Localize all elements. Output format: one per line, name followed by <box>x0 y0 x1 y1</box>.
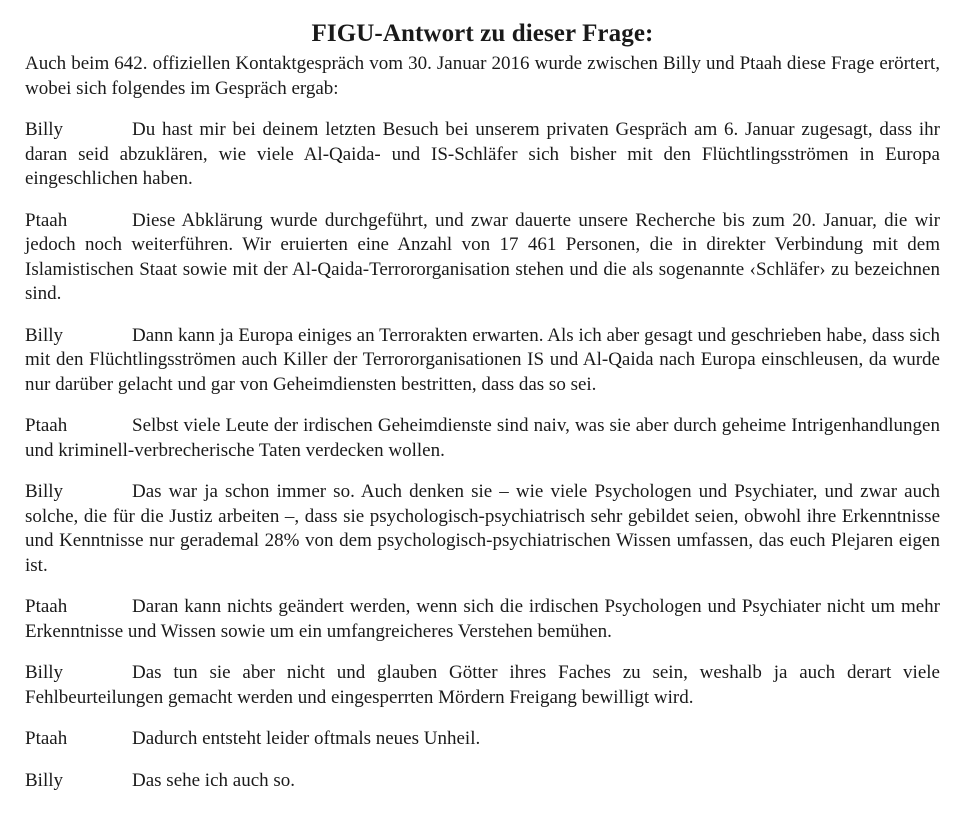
speaker-label: Ptaah <box>25 415 68 436</box>
speaker-label: Ptaah <box>25 728 68 749</box>
speaker-label: Billy <box>25 324 64 346</box>
dialogue-turn <box>25 209 940 307</box>
speaker-label: Billy <box>25 769 64 791</box>
dialogue-text: Du hast mir bei deinem letzten Besuch bei unserem privaten Gespräch am 6. Januar zugesagt, dass ihr daran seid abzuklären, wie viele Al-Qaida- und IS-Schläfer sich bisher mit den Flüchtlingsströmen in Europa eingeschlichen haben. <box>25 119 940 189</box>
speaker-label: Billy <box>25 481 64 502</box>
dialogue-text: Das tun sie aber nicht und glauben Götter ihres Faches zu sein, weshalb ja auch derart viele Fehlbeurteilungen gemacht werden und eingesperrten Mördern Freigang bewilligt wird. <box>25 662 940 708</box>
dialogue-text: Dadurch entsteht leider oftmals neues Unheil. <box>132 728 481 749</box>
page-title: FIGU-Antwort zu dieser Frage: <box>311 20 654 47</box>
dialogue-turn <box>25 324 940 398</box>
dialogue-text: Dann kann ja Europa einiges an Terrorakten erwarten. Als ich aber gesagt und geschrieben habe, dass sich mit den Flüchtlingsströmen auch Killer der Terrororganisationen IS und Al-Qaida nach Europa einschleusen, da wurde nur darüber gelacht und gar von Geheimdiensten bestritten, dass das so sei. <box>25 324 940 395</box>
dialogue-text: Das war ja schon immer so. Auch denken sie – wie viele Psychologen und Psychiater, und zwar auch solche, die für die Justiz arbeiten –, dass sie psychologisch-psychiatrisch sehr gebildet seien, obwohl ihre Erkenntnisse und Kenntnisse nur gerademal 28% von dem psychologisch-psychiatrischen Wissen umfassen, das euch Plejaren eigen ist. <box>25 481 940 576</box>
dialogue-text: Das sehe ich auch so. <box>132 769 296 791</box>
dialogue-text: Selbst viele Leute der irdischen Geheimdienste sind naiv, was sie aber durch geheime Intrigenhandlungen und kriminell-verbrecherische Taten verdecken wollen. <box>25 415 940 461</box>
speaker-label: Ptaah <box>25 596 68 617</box>
speaker-label: Ptaah <box>25 209 68 231</box>
dialogue-turn <box>25 414 940 463</box>
dialogue-text: Diese Abklärung wurde durchgeführt, und zwar dauerte unsere Recherche bis zum 20. Januar, die wir jedoch noch weiterführen. Wir eruierten eine Anzahl von 17 461 Personen, die in direkter Verbindung mit dem Islamistischen Staat sowie mit der Al-Qaida-Terrororganisation stehen und die als sogenannte ‹Schläfer› zu bezeichnen sind. <box>25 209 940 304</box>
dialogue-turn <box>25 480 940 578</box>
speaker-label: Billy <box>25 119 64 140</box>
dialogue-text: Daran kann nichts geändert werden, wenn sich die irdischen Psychologen und Psychiater nicht um mehr Erkenntnisse und Wissen sowie um ein umfangreicheres Verstehen bemühen. <box>25 596 940 642</box>
dialogue-turn <box>25 595 940 644</box>
dialogue-turn <box>25 118 940 192</box>
dialogue-turn <box>25 769 940 794</box>
intro-paragraph: Auch beim 642. offiziellen Kontaktgespräch vom 30. Januar 2016 wurde zwischen Billy und Ptaah diese Frage erörtert, wobei sich folgendes im Gespräch ergab: <box>25 53 940 99</box>
dialogue-turn <box>25 727 940 752</box>
dialogue-turn <box>25 661 940 710</box>
speaker-label: Billy <box>25 662 64 683</box>
